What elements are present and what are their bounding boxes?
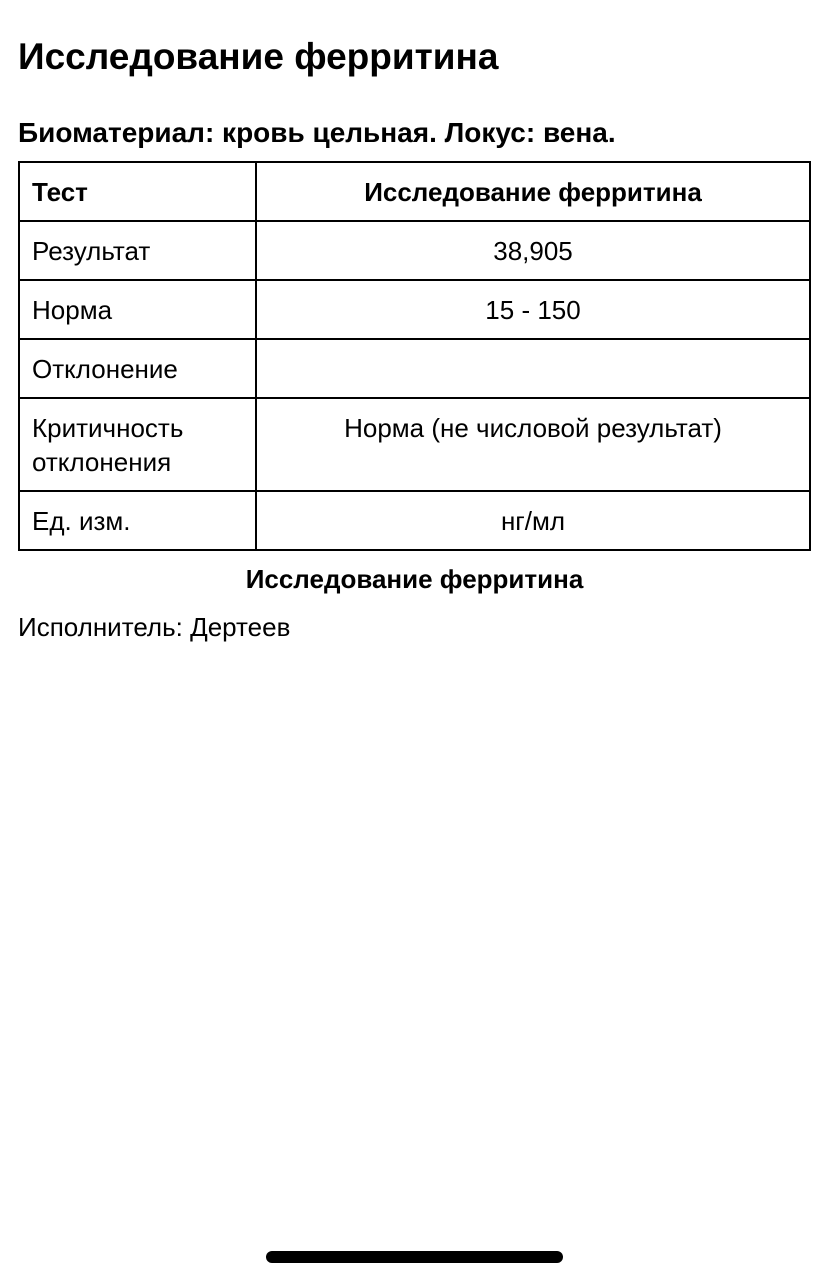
row-value-cell: 15 - 150 bbox=[256, 280, 810, 339]
row-label-cell: Результат bbox=[19, 221, 256, 280]
document bbox=[18, 0, 811, 644]
home-indicator[interactable] bbox=[266, 1251, 563, 1263]
row-value-cell bbox=[256, 339, 810, 398]
table-row-units bbox=[19, 491, 810, 550]
row-value-cell: Норма (не числовой результат) bbox=[256, 398, 810, 491]
table-header-row bbox=[19, 162, 810, 221]
row-label-cell: Норма bbox=[19, 280, 256, 339]
row-label-cell: Ед. изм. bbox=[19, 491, 256, 550]
row-label-cell: Отклонение bbox=[19, 339, 256, 398]
page-title: Исследование ферритина bbox=[18, 36, 499, 77]
header-value-cell: Исследование ферритина bbox=[256, 162, 810, 221]
table-caption: Исследование ферритина bbox=[245, 564, 584, 594]
row-value-cell: нг/мл bbox=[256, 491, 810, 550]
header-label-cell: Тест bbox=[19, 162, 256, 221]
performer-text: Исполнитель: Дертеев bbox=[18, 612, 291, 642]
results-table bbox=[18, 161, 811, 551]
row-value-cell: 38,905 bbox=[256, 221, 810, 280]
biomaterial-subtitle: Биоматериал: кровь цельная. Локус: вена. bbox=[18, 117, 616, 148]
table-row-criticality bbox=[19, 398, 810, 491]
table-row-norm bbox=[19, 280, 810, 339]
table-row-result bbox=[19, 221, 810, 280]
table-row-deviation bbox=[19, 339, 810, 398]
row-label-cell: Критичность отклонения bbox=[19, 398, 256, 491]
